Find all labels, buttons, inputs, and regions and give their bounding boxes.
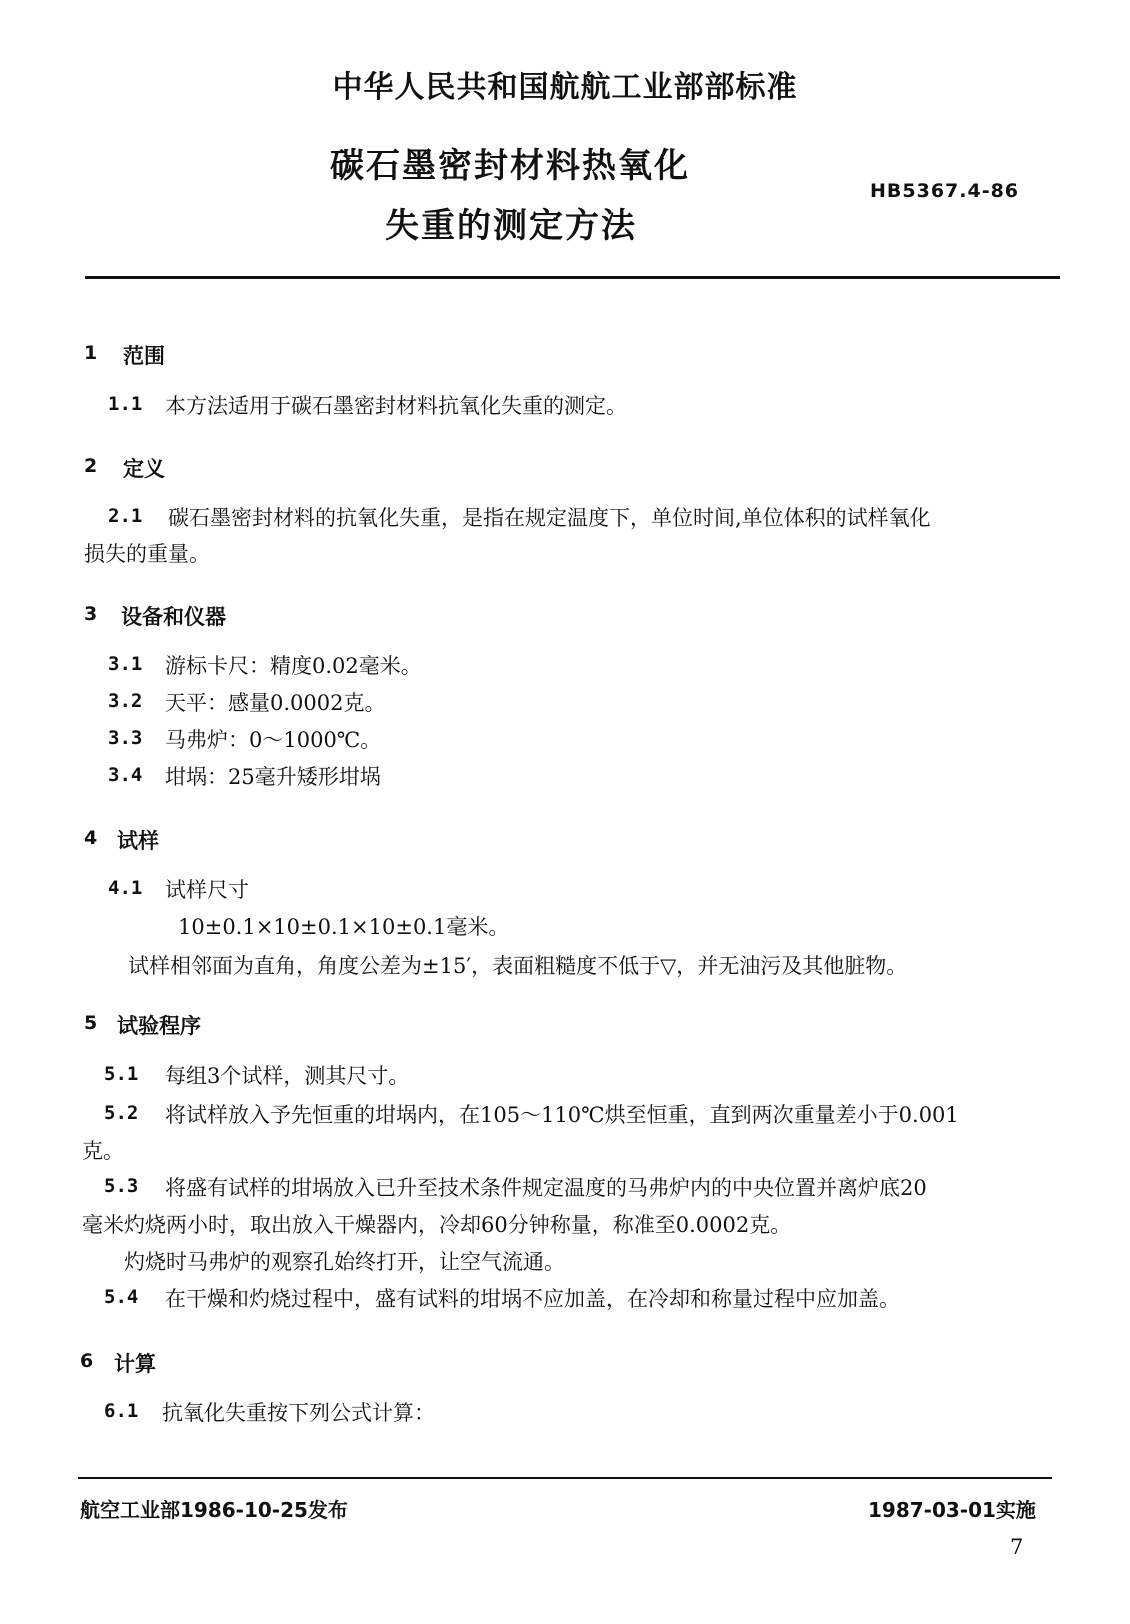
item-number: 5.1 <box>104 1063 139 1085</box>
section-number: 3 <box>84 603 98 625</box>
item-text-continued: 损失的重量。 <box>84 542 210 566</box>
item-text: 坩埚：25毫升矮形坩埚 <box>165 765 381 789</box>
section-title: 定义 <box>123 457 165 481</box>
specimen-dimensions: 10±0.1×10±0.1×10±0.1毫米。 <box>178 915 510 939</box>
section-number: 5 <box>84 1012 98 1034</box>
item-text: 在干燥和灼烧过程中，盛有试料的坩埚不应加盖，在冷却和称量过程中应加盖。 <box>165 1287 900 1311</box>
item-text: 游标卡尺：精度0.02毫米。 <box>165 654 422 678</box>
section-title: 范围 <box>123 344 165 368</box>
item-number: 3.2 <box>108 690 143 712</box>
section-title: 计算 <box>114 1352 156 1376</box>
item-text-continued: 克。 <box>82 1139 124 1163</box>
section-number: 2 <box>84 455 98 477</box>
item-text: 将盛有试样的坩埚放入已升至技术条件规定温度的马弗炉内的中央位置并离炉底20 <box>165 1176 927 1200</box>
footer-rule <box>78 1477 1052 1479</box>
section-title: 试样 <box>117 829 159 853</box>
item-text: 碳石墨密封材料的抗氧化失重，是指在规定温度下，单位时间,单位体积的试样氧化 <box>168 506 931 530</box>
item-text: 天平：感量0.0002克。 <box>165 691 386 715</box>
document-title-line2: 失重的测定方法 <box>385 206 637 246</box>
effective-date: 1987-03-01实施 <box>868 1498 1036 1522</box>
page-number: 7 <box>1010 1535 1024 1559</box>
document-title-line1: 碳石墨密封材料热氧化 <box>330 146 690 186</box>
section-number: 1 <box>84 342 98 364</box>
item-text: 本方法适用于碳石墨密封材料抗氧化失重的测定。 <box>165 394 627 418</box>
item-text: 抗氧化失重按下列公式计算： <box>162 1401 435 1425</box>
issuing-organization: 中华人民共和国航航工业部部标准 <box>332 70 798 105</box>
item-number: 5.4 <box>104 1286 139 1308</box>
section-number: 6 <box>80 1350 94 1372</box>
standard-code: HB5367.4-86 <box>870 180 1020 202</box>
issue-date: 航空工业部1986-10-25发布 <box>80 1498 348 1522</box>
section-title: 设备和仪器 <box>121 605 226 629</box>
section-title: 试验程序 <box>117 1014 201 1038</box>
item-number: 1.1 <box>108 393 143 415</box>
item-text-continued: 毫米灼烧两小时，取出放入干燥器内，冷却60分钟称量，称准至0.0002克。 <box>82 1213 792 1237</box>
item-text: 马弗炉：0～1000℃。 <box>165 728 382 752</box>
item-number: 6.1 <box>104 1400 139 1422</box>
item-number: 5.2 <box>104 1102 139 1124</box>
specimen-note: 试样相邻面为直角，角度公差为±15′，表面粗糙度不低于▽，并无油污及其他脏物。 <box>128 954 908 978</box>
item-number: 3.3 <box>108 727 143 749</box>
header-rule <box>85 276 1060 279</box>
item-number: 5.3 <box>104 1175 139 1197</box>
item-number: 3.4 <box>108 764 143 786</box>
item-number: 4.1 <box>108 877 143 899</box>
item-text: 每组3个试样，测其尺寸。 <box>165 1064 410 1088</box>
item-number: 2.1 <box>108 505 143 527</box>
item-note: 灼烧时马弗炉的观察孔始终打开，让空气流通。 <box>124 1250 565 1274</box>
item-text: 将试样放入予先恒重的坩埚内，在105～110℃烘至恒重，直到两次重量差小于0.001 <box>165 1103 959 1127</box>
section-number: 4 <box>84 827 98 849</box>
item-number: 3.1 <box>108 653 143 675</box>
item-text: 试样尺寸 <box>165 878 249 902</box>
